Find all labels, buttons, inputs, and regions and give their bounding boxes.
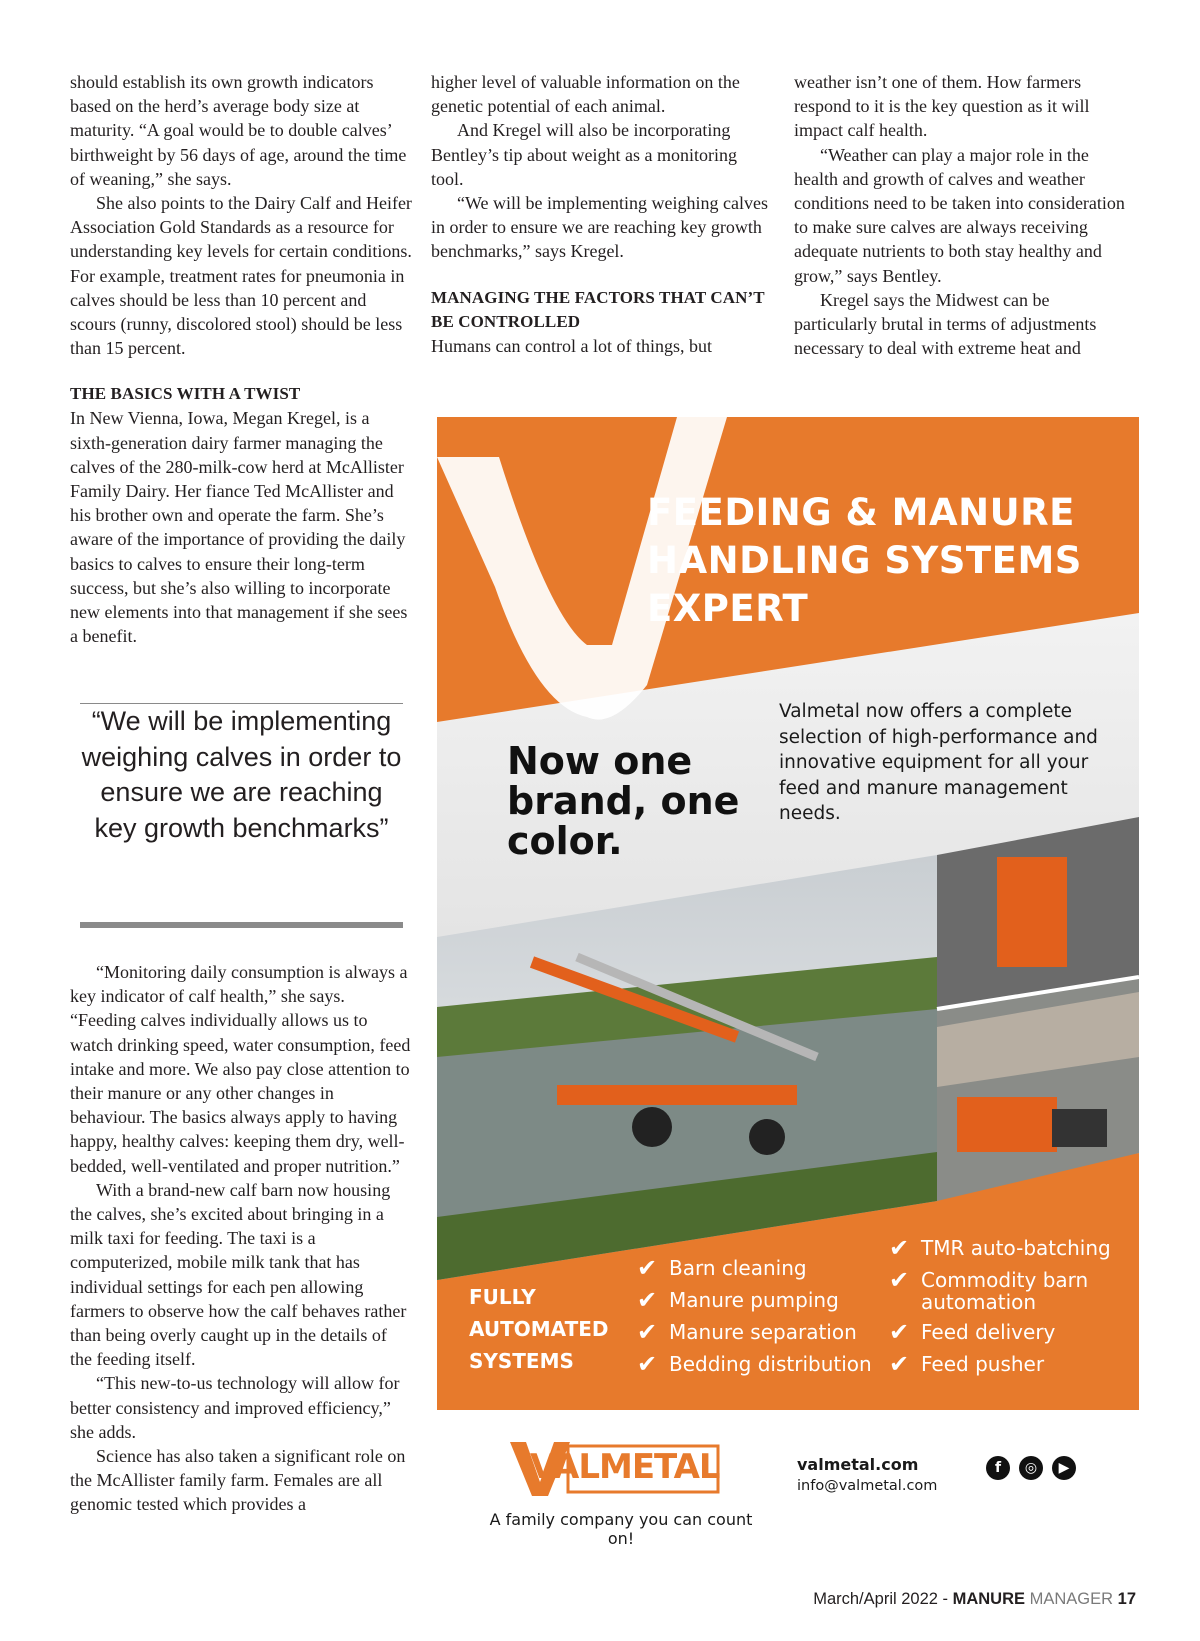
pull-quote: “We will be implementing weighing calves in order to ensure we are reaching key growth benchmarks” — [81, 706, 402, 843]
ad-slogan-line: color. — [507, 819, 623, 863]
column-3 — [794, 70, 1134, 360]
valmetal-advertisement — [437, 417, 1139, 1410]
youtube-icon[interactable]: ▶ — [1052, 1456, 1076, 1480]
facebook-icon[interactable]: f — [986, 1456, 1010, 1480]
paragraph: weather isn’t one of them. How farmers respond to it is the key question as it will impact calf health. — [794, 72, 1090, 141]
paragraph: And Kregel will also be incorporating Bentley’s tip about weight as a monitoring tool. — [431, 120, 737, 189]
magazine-name-bold: MANURE — [952, 1590, 1026, 1608]
check-icon: ✔ — [637, 1254, 658, 1282]
check-icon: ✔ — [637, 1286, 658, 1314]
valmetal-logo — [508, 1434, 724, 1500]
check-icon: ✔ — [889, 1318, 910, 1346]
paragraph: “Monitoring daily consumption is always a key indicator of calf health,” she says. “Feeding calves individually allows us to watch drinking speed, water consumption, feed intake and more. We also pay close attention to their manure or any other changes in behaviour. The basics always apply to having happy, healthy calves: keeping them dry, well-bedded, well-ventilated and proper nutrition.” — [70, 962, 411, 1176]
paragraph: Science has also taken a significant role on the McAllister family farm. Females are all genomic tested which provides a — [70, 1446, 406, 1515]
feature-item: ✔ TMR auto-batching — [889, 1234, 1111, 1262]
check-icon: ✔ — [889, 1350, 910, 1378]
check-icon: ✔ — [637, 1318, 658, 1346]
quote-rule-bottom — [80, 922, 403, 928]
instagram-icon[interactable]: ◎ — [1019, 1456, 1043, 1480]
paragraph: With a brand-new calf barn now housing the calves, she’s excited about bringing in a milk taxi for feeding. The taxi is a computerized, mobile milk tank that has individual settings for each pen allowing farmers to observe how the calf behaves rather than being overly caught up in the details of the feeding itself. — [70, 1179, 407, 1370]
paragraph: “We will be implementing weighing calves in order to ensure we are reaching key growth benchmarks,” says Kregel. — [431, 193, 768, 262]
feature-item: ✔ Feed delivery — [889, 1318, 1056, 1346]
issue-date: March/April 2022 - — [813, 1590, 953, 1608]
feature-item: ✔ Bedding distribution — [637, 1350, 872, 1378]
feature-item: ✔ Commodity barn automation — [889, 1266, 1089, 1314]
paragraph: “This new-to-us technology will allow for better consistency and improved efficiency,” she adds. — [70, 1373, 400, 1442]
feature-item: ✔ Feed pusher — [889, 1350, 1045, 1378]
column-2 — [431, 70, 772, 358]
ad-slogan-line: Now one — [507, 739, 693, 783]
paragraph: In New Vienna, Iowa, Megan Kregel, is a sixth-generation dairy farmer managing the calves of the 280-milk-cow herd at McAllister Family Dairy. Her fiance Ted McAllister and his brother own and operate the farm. She’s aware of the importance of providing the daily basics to calves to ensure their long-term success, but she’s also willing to incorporate new elements into that management if she sees a benefit. — [70, 408, 408, 647]
feature-item: ✔ Manure pumping — [637, 1286, 839, 1314]
ad-slogan-line: brand, one — [507, 779, 740, 823]
paragraph: She also points to the Dairy Calf and Heifer Association Gold Standards as a resource for understanding key levels for certain conditions. For example, treatment rates for pneumonia in calves should be less than 10 percent and scours (runny, discolored stool) should be less than 15 percent. — [70, 193, 412, 359]
column-1-top — [70, 70, 412, 648]
ad-headline-line: FEEDING & MANURE — [647, 491, 1075, 534]
check-icon: ✔ — [889, 1266, 910, 1294]
ad-headline-line: EXPERT — [647, 587, 809, 630]
ad-slogan — [507, 741, 767, 861]
paragraph: should establish its own growth indicators based on the herd’s average body size at maturity. “A goal would be to double calves’ birthweight by 56 days of age, around the time of weaning,” she says. — [70, 72, 407, 189]
ad-intro: Valmetal now offers a complete selection of high-performance and innovative equipment for all your feed and manure management needs. — [779, 701, 1098, 824]
ad-auto-line: SYSTEMS — [469, 1349, 574, 1373]
ad-auto-line: AUTOMATED — [469, 1317, 609, 1341]
page-footer — [813, 1590, 1136, 1609]
feature-item: ✔ Barn cleaning — [637, 1254, 807, 1282]
section-heading: THE BASICS WITH A TWIST — [70, 384, 301, 404]
paragraph: Humans can control a lot of things, but — [431, 335, 712, 356]
email-link[interactable]: info@valmetal.com — [797, 1478, 938, 1494]
logo-wordmark: VALMETAL — [530, 1447, 720, 1487]
fully-automated-systems — [469, 1281, 629, 1377]
ad-headline — [647, 489, 1127, 633]
paragraph: Kregel says the Midwest can be particularly brutal in terms of adjustments necessary to deal with extreme heat and — [794, 289, 1097, 359]
magazine-name-light: MANAGER — [1025, 1590, 1118, 1608]
section-heading: MANAGING THE FACTORS THAT CAN’T BE CONTROLLED — [431, 287, 765, 331]
check-icon: ✔ — [637, 1350, 658, 1378]
ad-auto-line: FULLY — [469, 1285, 536, 1309]
check-icon: ✔ — [889, 1234, 910, 1262]
website-link[interactable]: valmetal.com — [797, 1455, 919, 1474]
feature-item: ✔ Manure separation — [637, 1318, 857, 1346]
equipment-photos — [937, 817, 1139, 1201]
column-1-bottom — [70, 960, 412, 1517]
page-number: 17 — [1117, 1590, 1136, 1608]
ad-headline-line: HANDLING SYSTEMS — [647, 539, 1082, 582]
ad-tagline: A family company you can count on! — [489, 1510, 753, 1548]
paragraph: “Weather can play a major role in the health and growth of calves and weather conditions need to be taken into consideration to make sure calves are always receiving adequate nutrients to both stay healthy and grow,” says Bentley. — [794, 144, 1125, 286]
paragraph: higher level of valuable information on the genetic potential of each animal. — [431, 72, 740, 117]
